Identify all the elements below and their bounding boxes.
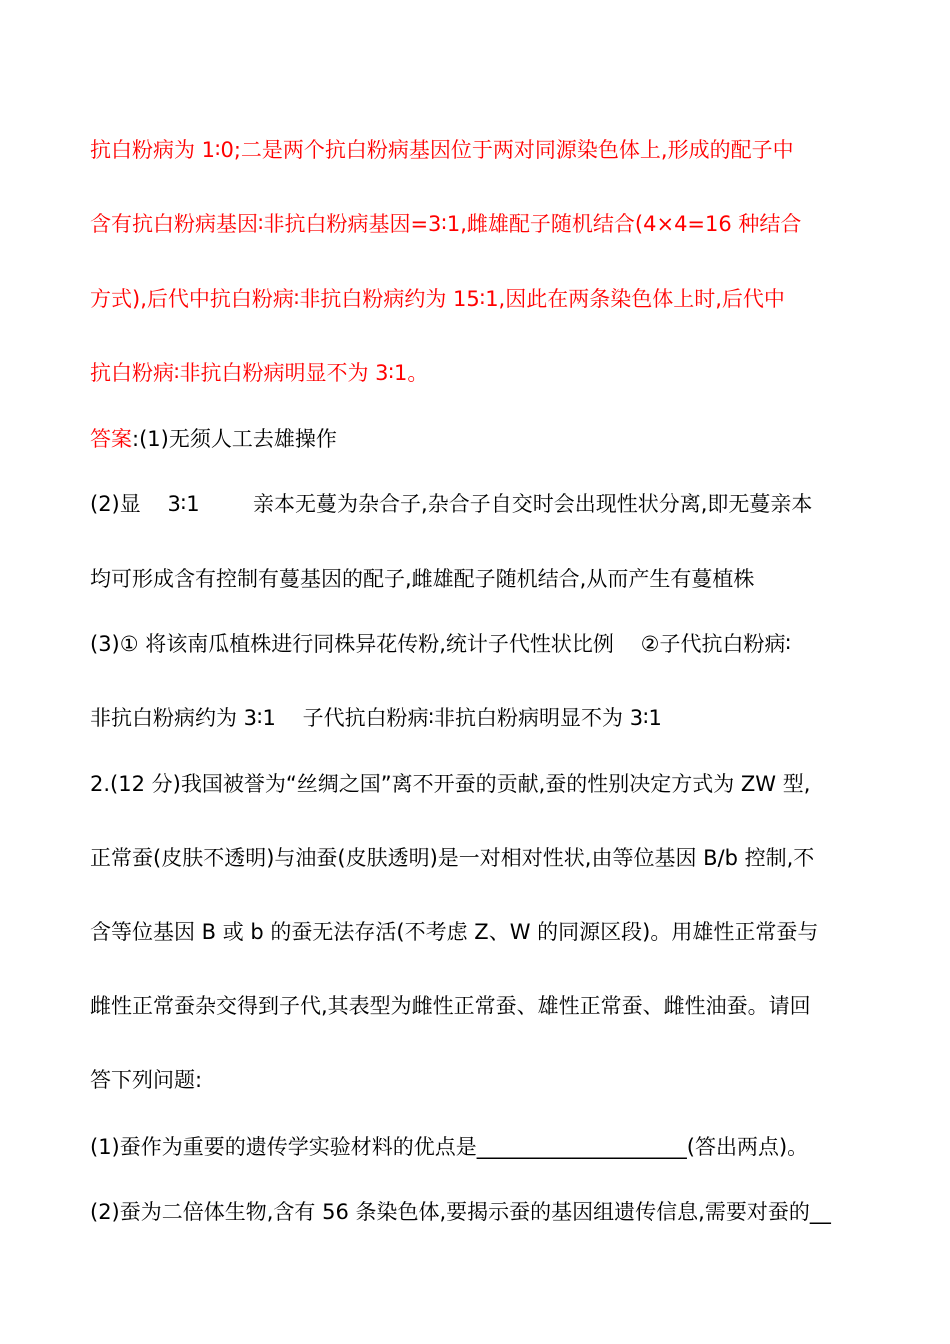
answer-line-1 xyxy=(90,425,337,453)
analysis-line-2: 含有抗白粉病基因∶非抗白粉病基因=3∶1,雌雄配子随机结合(4×4=16 种结合 xyxy=(90,212,802,236)
answer-part-2-line-1: (2)显 3∶1 亲本无蔓为杂合子,杂合子自交时会出现性状分离,即无蔓亲本 xyxy=(90,492,813,516)
question-2-stem-line-1: 2.(12 分)我国被誉为“丝绸之国”离不开蚕的贡献,蚕的性别决定方式为 ZW 型, xyxy=(90,772,811,796)
answer-part-3-line-1: (3)① 将该南瓜植株进行同株异花传粉,统计子代性状比例 ②子代抗白粉病∶ xyxy=(90,632,791,656)
question-2-stem-line-3: 含等位基因 B 或 b 的蚕无法存活(不考虑 Z、W 的同源区段)。用雄性正常蚕与 xyxy=(90,920,819,944)
question-2-sub-2: (2)蚕为二倍体生物,含有 56 条染色体,要揭示蚕的基因组遗传信息,需要对蚕的__ xyxy=(90,1200,831,1224)
question-2-stem-line-5: 答下列问题: xyxy=(90,1068,203,1092)
question-2-sub-1: (1)蚕作为重要的遗传学实验材料的优点是____________________(答出两点)。 xyxy=(90,1135,809,1159)
question-2-stem-line-4: 雌性正常蚕杂交得到子代,其表型为雌性正常蚕、雄性正常蚕、雌性油蚕。请回 xyxy=(90,994,811,1018)
answer-label: 答案 xyxy=(90,427,132,451)
answer-part-3-line-2: 非抗白粉病约为 3∶1 子代抗白粉病∶非抗白粉病明显不为 3∶1 xyxy=(90,706,662,730)
analysis-line-4: 抗白粉病∶非抗白粉病明显不为 3∶1。 xyxy=(90,361,429,385)
analysis-line-3: 方式),后代中抗白粉病∶非抗白粉病约为 15∶1,因此在两条染色体上时,后代中 xyxy=(90,287,785,311)
analysis-line-1: 抗白粉病为 1∶0;二是两个抗白粉病基因位于两对同源染色体上,形成的配子中 xyxy=(90,138,794,162)
answer-part-1: :(1)无须人工去雄操作 xyxy=(132,427,337,451)
question-2-stem-line-2: 正常蚕(皮肤不透明)与油蚕(皮肤透明)是一对相对性状,由等位基因 B/b 控制,不 xyxy=(90,846,815,870)
answer-part-2-line-2: 均可形成含有控制有蔓基因的配子,雌雄配子随机结合,从而产生有蔓植株 xyxy=(90,567,755,591)
